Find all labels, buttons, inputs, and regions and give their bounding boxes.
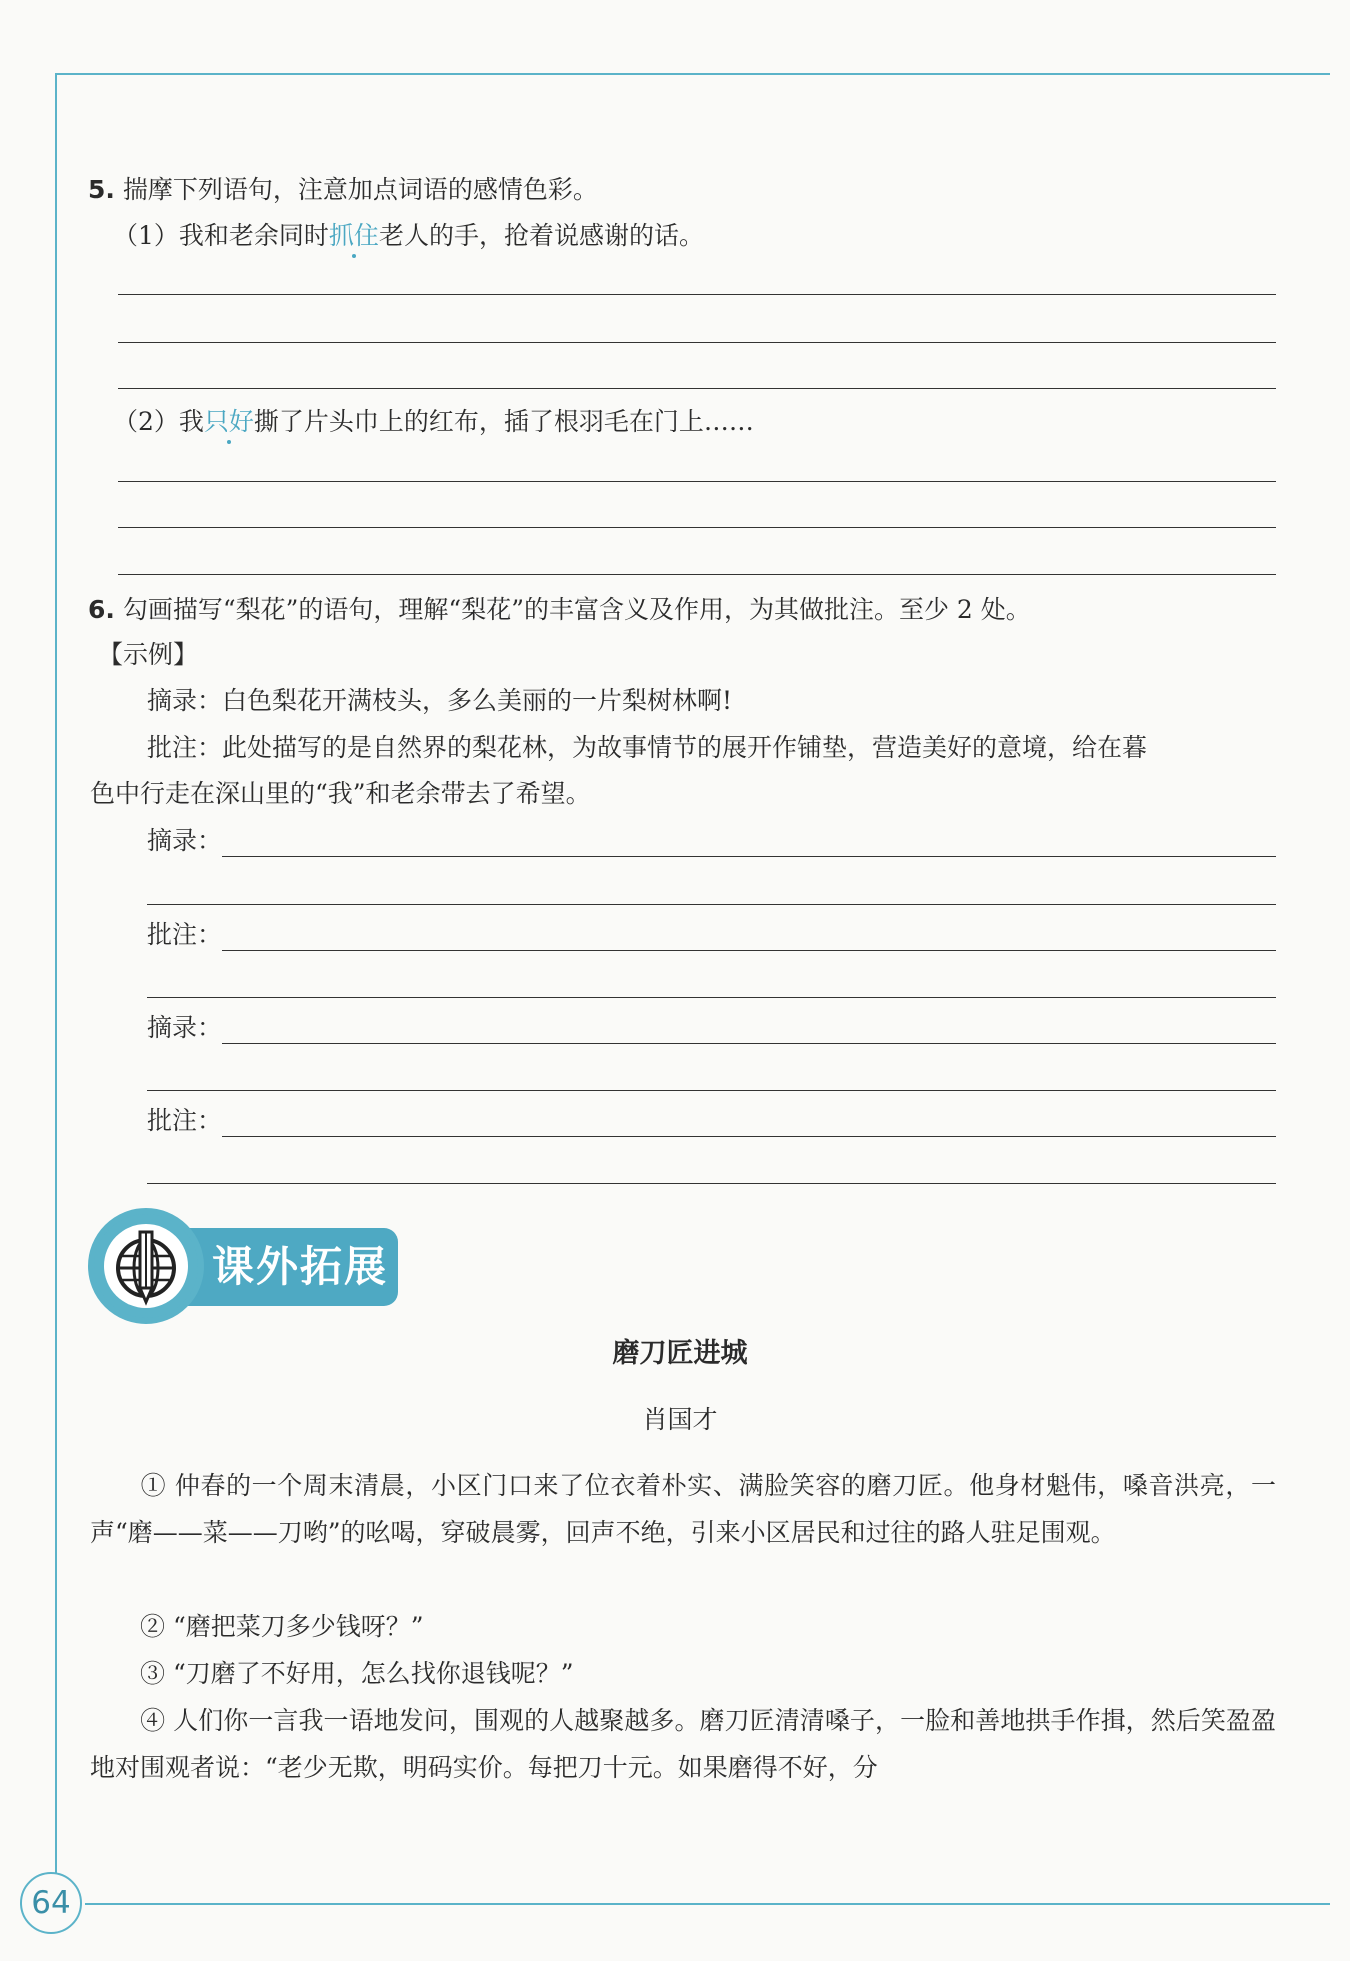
- globe-pencil-icon: [104, 1224, 188, 1308]
- answer-line[interactable]: [147, 1090, 1276, 1091]
- answer-line[interactable]: [118, 294, 1276, 295]
- answer-line[interactable]: [118, 388, 1276, 389]
- answer-line[interactable]: [222, 1136, 1276, 1137]
- answer-line[interactable]: [118, 527, 1276, 528]
- section-title: 课外拓展: [212, 1242, 389, 1291]
- q5-item-2: （2）我只好撕了片头巾上的红布，插了根羽毛在门上……: [113, 407, 754, 436]
- section-badge: [88, 1208, 204, 1324]
- q5-item-1: （1）我和老余同时抓住老人的手，抢着说感谢的话。: [113, 221, 704, 250]
- q6-example-label: 【示例】: [98, 640, 199, 669]
- story-author: 肖国才: [642, 1405, 718, 1434]
- q5-stem: 5. 揣摩下列语句，注意加点词语的感情色彩。: [88, 175, 598, 204]
- page-frame-left: [55, 73, 57, 1873]
- story-paragraph-1: ① 仲春的一个周末清晨，小区门口来了位衣着朴实、满脸笑容的磨刀匠。他身材魁伟，嗓音洪亮，一声“磨——菜——刀哟”的吆喝，穿破晨雾，回声不绝，引来小区居民和过往的路人驻足围观。: [90, 1471, 1276, 1547]
- q6-example-note-line2: 色中行走在深山里的“我”和老余带去了希望。: [90, 779, 591, 808]
- answer-line[interactable]: [147, 1183, 1276, 1184]
- answer-line[interactable]: [118, 574, 1276, 575]
- dotted-word-zhuazhu: 抓住: [328, 221, 379, 250]
- answer-line[interactable]: [147, 997, 1276, 998]
- answer-line[interactable]: [118, 481, 1276, 482]
- story-paragraph-3: ③ “刀磨了不好用，怎么找你退钱呢？”: [140, 1659, 574, 1688]
- note-label: 批注：: [147, 920, 223, 949]
- q6-example-excerpt: 摘录：白色梨花开满枝头，多么美丽的一片梨树林啊!: [147, 686, 733, 715]
- answer-line[interactable]: [222, 856, 1276, 857]
- page-frame-bottom: [85, 1903, 1330, 1905]
- q6-example-note-line1: 批注：此处描写的是自然界的梨花林，为故事情节的展开作铺垫，营造美好的意境，给在暮: [147, 733, 1148, 762]
- answer-line[interactable]: [118, 342, 1276, 343]
- note-label: 批注：: [147, 1106, 223, 1135]
- answer-line[interactable]: [222, 950, 1276, 951]
- answer-line[interactable]: [222, 1043, 1276, 1044]
- answer-line[interactable]: [147, 904, 1276, 905]
- story-title: 磨刀匠进城: [612, 1338, 748, 1369]
- story-paragraph-4: ④ 人们你一言我一语地发问，围观的人越聚越多。磨刀匠清清嗓子，一脸和善地拱手作揖，然后笑盈盈地对围观者说：“老少无欺，明码实价。每把刀十元。如果磨得不好，分: [90, 1706, 1276, 1782]
- excerpt-label: 摘录：: [147, 826, 223, 855]
- story-paragraph-2: ② “磨把菜刀多少钱呀？”: [140, 1612, 424, 1641]
- page-number: 64: [20, 1872, 82, 1934]
- dotted-word-zhihao: 只好: [203, 407, 254, 436]
- q6-stem: 6. 勾画描写“梨花”的语句，理解“梨花”的丰富含义及作用，为其做批注。至少 2 处。: [88, 595, 1031, 624]
- excerpt-label: 摘录：: [147, 1013, 223, 1042]
- page-frame-top: [55, 73, 1330, 75]
